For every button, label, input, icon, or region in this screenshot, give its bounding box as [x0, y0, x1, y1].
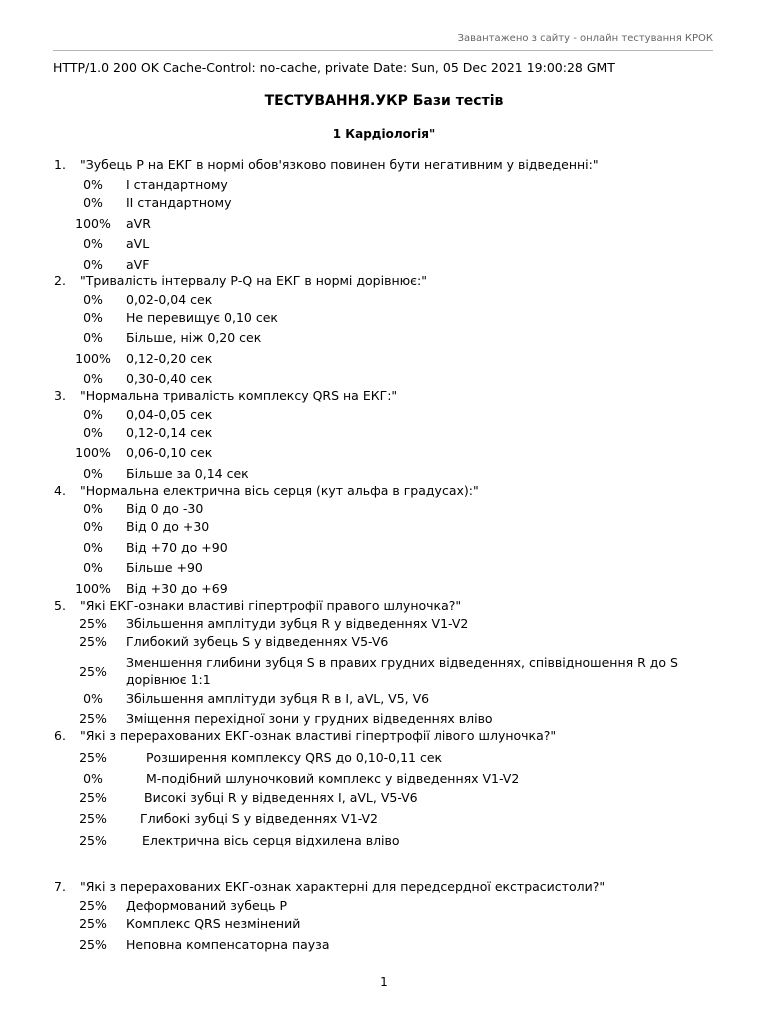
answer-percent: 0% — [83, 425, 103, 440]
question-text: "Які ЕКГ-ознаки властиві гіпертрофії правого шлуночка?" — [80, 598, 462, 613]
site-header-text: Завантажено з сайту - онлайн тестування КРОК — [457, 33, 713, 44]
answer-text: Електрична вісь серця відхилена вліво — [142, 833, 400, 848]
answer-percent: 0% — [83, 292, 103, 307]
answer-option — [60, 580, 720, 597]
answer-percent: 0% — [83, 466, 103, 481]
question-text: "Зубець Р на ЕКГ в нормі обов'язково повинен бути негативним у відведенні:" — [80, 157, 599, 172]
answer-percent: 0% — [83, 195, 103, 210]
answer-text: Більше, ніж 0,20 сек — [126, 330, 262, 345]
question-number: 6. — [54, 728, 66, 743]
answer-option — [60, 444, 720, 461]
answer-option — [60, 194, 720, 211]
answer-option — [60, 936, 720, 953]
answer-option — [60, 176, 720, 193]
document-title: ТЕСТУВАННЯ.УКР Бази тестів — [264, 93, 504, 109]
question-number: 3. — [54, 388, 66, 403]
answer-option — [60, 770, 720, 787]
answer-text: Від +30 до +69 — [126, 581, 228, 596]
answer-text: Від +70 до +90 — [126, 540, 228, 555]
answer-percent: 0% — [83, 310, 103, 325]
answer-percent: 25% — [79, 811, 107, 826]
answer-text: Не перевищує 0,10 сек — [126, 310, 278, 325]
question-4 — [54, 483, 479, 498]
answer-option — [60, 539, 720, 556]
question-5 — [54, 598, 461, 613]
answer-text: Високі зубці R у відведеннях I, aVL, V5-V6 — [144, 790, 418, 805]
answer-text: М-подібний шлуночковий комплекс у відведеннях V1-V2 — [146, 771, 520, 786]
answer-percent: 0% — [83, 519, 103, 534]
answer-text: aVR — [126, 216, 151, 231]
answer-percent: 0% — [83, 771, 103, 786]
question-2 — [54, 273, 427, 288]
answer-text: Зміщення перехідної зони у грудних відведеннях вліво — [126, 711, 493, 726]
answer-text: Зменшення глибини зубця S в правих грудних відведеннях, співвідношення R до S дорівнює 1:1 — [126, 655, 678, 687]
answer-text: Від 0 до +30 — [126, 519, 210, 534]
answer-option — [60, 256, 720, 273]
answer-percent: 0% — [83, 560, 103, 575]
answer-percent: 25% — [79, 898, 107, 913]
answer-text: Неповна компенсаторна пауза — [126, 937, 330, 952]
answer-percent: 25% — [79, 833, 107, 848]
answer-percent: 0% — [83, 540, 103, 555]
question-text: "Нормальна тривалість комплексу QRS на ЕКГ:" — [80, 388, 398, 403]
answer-text: Більше за 0,14 сек — [126, 466, 249, 481]
answer-option — [60, 406, 720, 423]
answer-option — [60, 654, 720, 688]
header-divider — [53, 50, 713, 51]
question-text: "Які з перерахованих ЕКГ-ознак характерні для передсердної екстрасистоли?" — [80, 879, 606, 894]
answer-option — [60, 789, 720, 806]
answer-percent: 0% — [83, 691, 103, 706]
answer-option — [60, 518, 720, 535]
answer-text: Від 0 до -30 — [126, 501, 204, 516]
answer-text: aVL — [126, 236, 150, 251]
answer-percent: 100% — [75, 445, 111, 460]
answer-option — [60, 710, 720, 727]
answer-percent: 100% — [75, 581, 111, 596]
answer-text: 0,06-0,10 сек — [126, 445, 213, 460]
question-number: 4. — [54, 483, 66, 498]
answer-option — [60, 615, 720, 632]
answer-text: Збільшення амплітуди зубця R у відведеннях V1-V2 — [126, 616, 469, 631]
question-number: 7. — [54, 879, 66, 894]
answer-percent: 0% — [83, 177, 103, 192]
question-number: 1. — [54, 157, 66, 172]
answer-percent: 25% — [79, 916, 107, 931]
answer-option — [60, 915, 720, 932]
question-3 — [54, 388, 397, 403]
answer-option — [60, 559, 720, 576]
answer-text: Комплекс QRS незмінений — [126, 916, 301, 931]
question-7 — [54, 879, 605, 894]
answer-option — [60, 350, 720, 367]
answer-option — [60, 633, 720, 650]
answer-text: ІІ стандартному — [126, 195, 232, 210]
answer-option — [60, 810, 720, 827]
answer-text: Більше +90 — [126, 560, 203, 575]
answer-text: І стандартному — [126, 177, 228, 192]
answer-text: Глибокий зубець S у відведеннях V5-V6 — [126, 634, 389, 649]
answer-text: 0,12-0,20 сек — [126, 351, 213, 366]
answer-option — [60, 424, 720, 441]
answer-text: Збільшення амплітуди зубця R в I, aVL, V5, V6 — [126, 691, 430, 706]
answer-text: 0,12-0,14 сек — [126, 425, 213, 440]
document-subtitle: 1 Кардіологія" — [332, 127, 436, 141]
answer-percent: 0% — [83, 371, 103, 386]
question-text: "Нормальна електрична вісь серця (кут альфа в градусах):" — [80, 483, 479, 498]
answer-percent: 25% — [79, 711, 107, 726]
answer-option — [60, 215, 720, 232]
answer-text: Глибокі зубці S у відведеннях V1-V2 — [140, 811, 378, 826]
answer-percent: 25% — [79, 616, 107, 631]
question-number: 5. — [54, 598, 66, 613]
answer-percent: 25% — [79, 750, 107, 765]
answer-percent: 25% — [79, 937, 107, 952]
answer-option — [60, 465, 720, 482]
answer-text: Деформований зубець Р — [126, 898, 288, 913]
answer-percent: 25% — [79, 790, 107, 805]
answer-text: 0,02-0,04 сек — [126, 292, 213, 307]
answer-percent: 25% — [79, 634, 107, 649]
answer-percent: 0% — [83, 330, 103, 345]
question-text: "Тривалість інтервалу Р-Q на ЕКГ в нормі дорівнює:" — [80, 273, 427, 288]
answer-option — [60, 897, 720, 914]
answer-option — [60, 235, 720, 252]
answer-text: 0,04-0,05 сек — [126, 407, 213, 422]
answer-percent: 0% — [83, 501, 103, 516]
http-response-line: HTTP/1.0 200 OK Cache-Control: no-cache, private Date: Sun, 05 Dec 2021 19:00:28 GMT — [53, 60, 615, 75]
answer-option — [60, 291, 720, 308]
answer-percent: 0% — [83, 407, 103, 422]
question-text: "Які з перерахованих ЕКГ-ознак властиві гіпертрофії лівого шлуночка?" — [80, 728, 557, 743]
answer-option — [60, 832, 720, 849]
answer-percent: 25% — [79, 663, 107, 679]
question-1 — [54, 157, 599, 172]
page-number: 1 — [380, 975, 388, 989]
answer-text: aVF — [126, 257, 150, 272]
answer-option — [60, 370, 720, 387]
answer-percent: 100% — [75, 216, 111, 231]
answer-option — [60, 690, 720, 707]
question-number: 2. — [54, 273, 66, 288]
answer-option — [60, 309, 720, 326]
question-6 — [54, 728, 556, 743]
answer-text: 0,30-0,40 сек — [126, 371, 213, 386]
answer-option — [60, 329, 720, 346]
answer-option — [60, 749, 720, 766]
answer-percent: 100% — [75, 351, 111, 366]
answer-text: Розширення комплексу QRS до 0,10-0,11 сек — [146, 750, 443, 765]
answer-option — [60, 500, 720, 517]
answer-percent: 0% — [83, 236, 103, 251]
answer-percent: 0% — [83, 257, 103, 272]
